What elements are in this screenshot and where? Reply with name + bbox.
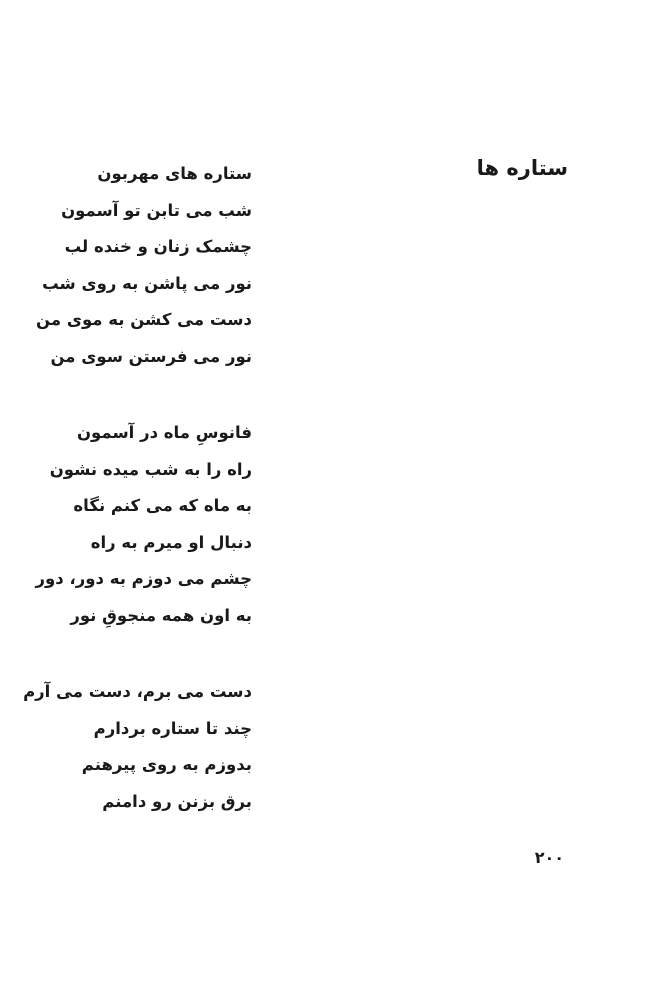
poem-line: به ماه که می کنم نگاه — [73, 496, 252, 515]
poem-line: بدوزم به روی پیرهنم — [81, 755, 252, 774]
poem-line: راه را به شب میده نشون — [49, 459, 252, 479]
poem-line: دست می برم، دست می آرم — [23, 682, 252, 701]
poem-line: دنبال او میرم به راه — [90, 532, 252, 552]
poem-title: ستاره ها — [476, 156, 568, 180]
stanza-2 — [35, 419, 252, 638]
page-number: ۲۰۰ — [534, 848, 564, 867]
poem-line: چشم می دوزم به دور، دور — [35, 569, 252, 588]
poem-line: نور می پاشن به روی شب — [42, 273, 252, 293]
poem-body — [23, 160, 252, 864]
poem-line: فانوسِ ماه در آسمون — [76, 423, 252, 442]
poem-line: چند تا ستاره بردارم — [93, 718, 252, 738]
stanza-1 — [36, 160, 252, 379]
poem-line: دست می کشن به موی من — [36, 310, 252, 329]
poem-line: چشمک زنان و خنده لب — [64, 237, 252, 256]
poem-line: به اون همه منجوقِ نور — [70, 605, 252, 625]
poem-line: ستاره های مهربون — [97, 164, 252, 183]
poem-line: شب می تابن تو آسمون — [61, 200, 252, 220]
stanza-3 — [23, 678, 252, 824]
poem-line: نور می فرستن سوی من — [50, 346, 252, 366]
poem-line: برق بزنن رو دامنم — [102, 791, 252, 811]
